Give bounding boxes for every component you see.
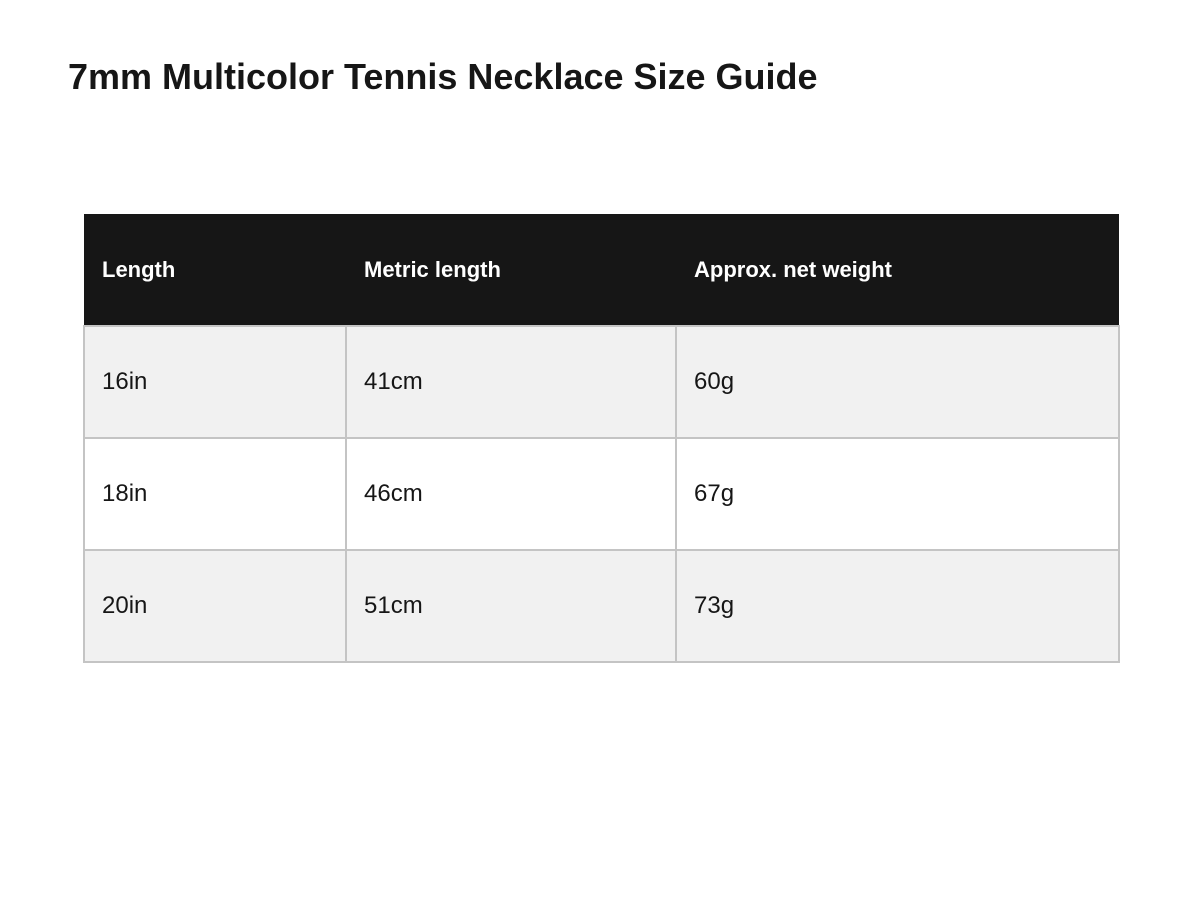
column-header-net-weight: Approx. net weight — [676, 214, 1119, 326]
table-row — [84, 326, 1119, 438]
header-row — [84, 214, 1119, 326]
cell-length: 16in — [84, 326, 346, 438]
cell-net-weight: 73g — [676, 550, 1119, 662]
size-guide-table — [83, 214, 1120, 663]
cell-net-weight: 67g — [676, 438, 1119, 550]
page-title: 7mm Multicolor Tennis Necklace Size Guide — [68, 56, 818, 97]
table-row — [84, 550, 1119, 662]
cell-metric-length: 51cm — [346, 550, 676, 662]
table-row — [84, 438, 1119, 550]
cell-metric-length: 46cm — [346, 438, 676, 550]
cell-length: 18in — [84, 438, 346, 550]
cell-length: 20in — [84, 550, 346, 662]
cell-metric-length: 41cm — [346, 326, 676, 438]
table-header — [84, 214, 1119, 326]
cell-net-weight: 60g — [676, 326, 1119, 438]
table-body — [84, 326, 1119, 662]
column-header-metric-length: Metric length — [346, 214, 676, 326]
column-header-length: Length — [84, 214, 346, 326]
